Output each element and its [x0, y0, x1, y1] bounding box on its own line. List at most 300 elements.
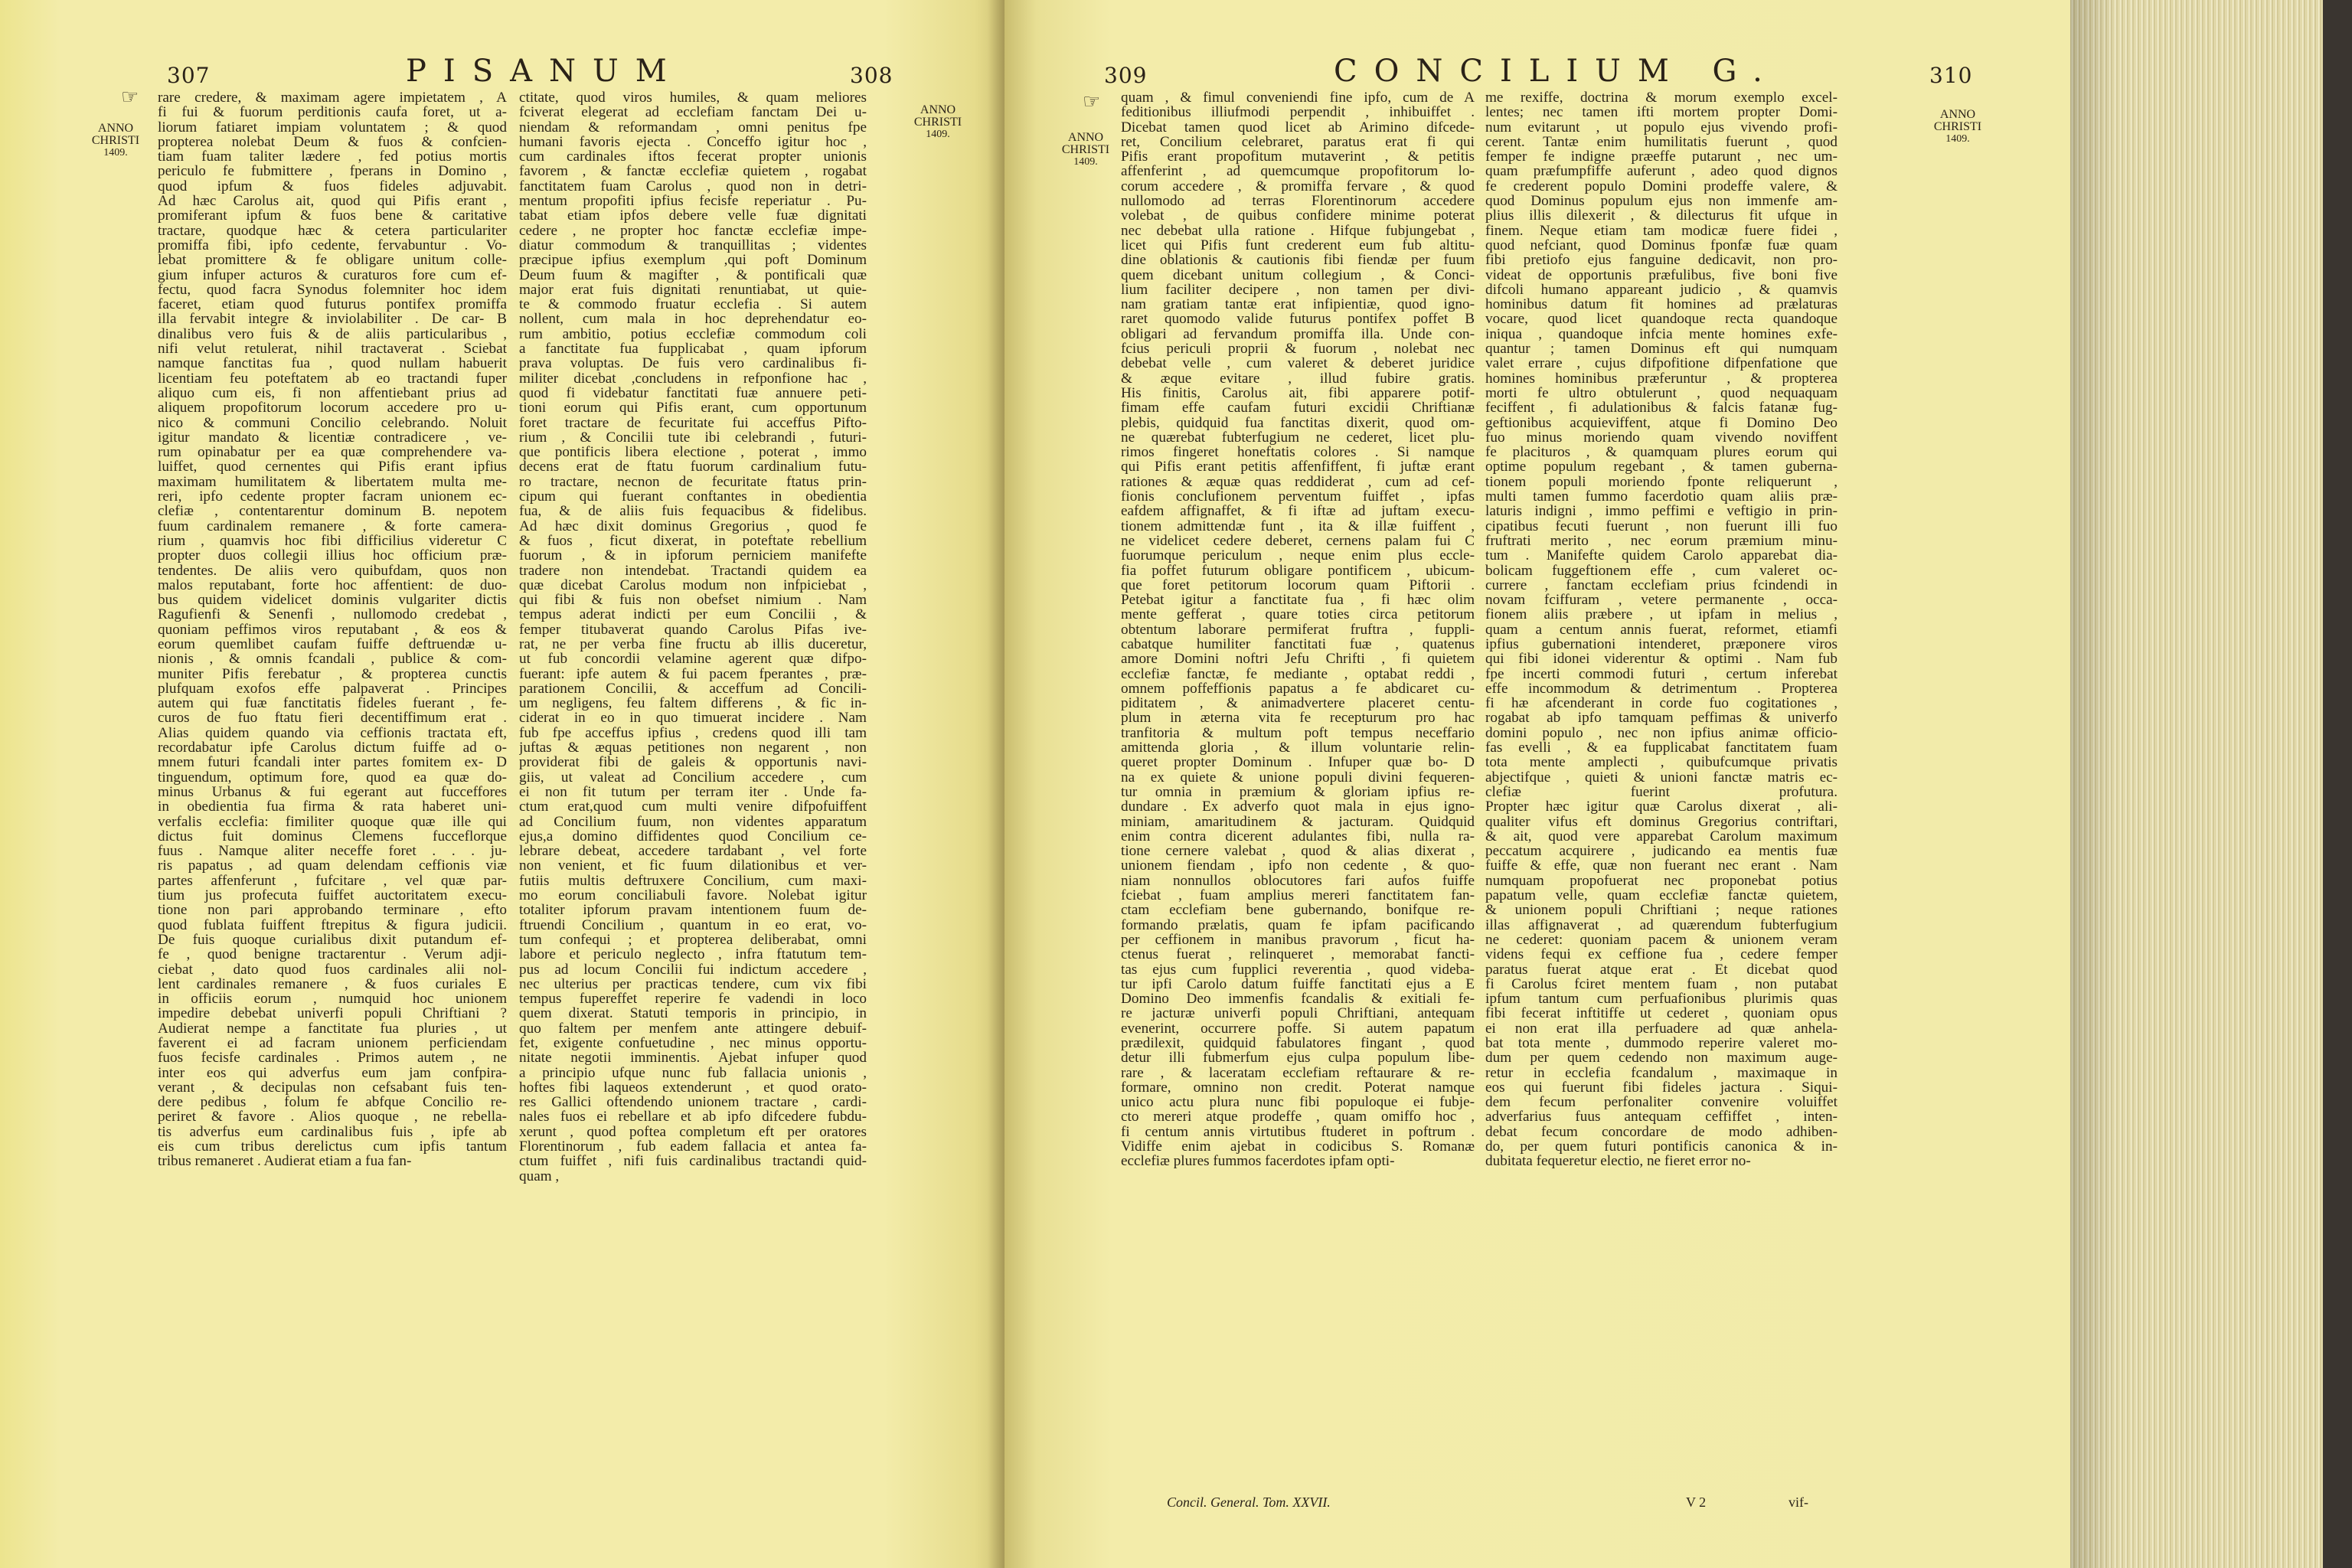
text-line: morti fe ultro obtulerunt , quod nequaquam [1485, 385, 1838, 401]
text-line: bolicam fuggeftionem effe , cum valeret oc- [1485, 563, 1838, 578]
text-line: evenerint, occurrere poffe. Si autem papatum [1121, 1021, 1475, 1036]
text-line: laturis indigni , immo peffimi e veftigio in prin- [1485, 504, 1838, 519]
text-line: fua, & de aliis fuis fequacibus & fidelibus. [519, 504, 867, 519]
text-line: nullomodo ad terras Florentinorum accedere [1121, 194, 1475, 209]
text-line: verfalis ecclefia: fimiliter quoque quæ ille qui [158, 814, 507, 829]
text-line: verant , & decipulas non cefsabant fuis ten- [158, 1080, 507, 1096]
text-line: quod ipfum & fuos fideles adjuvabit. [158, 178, 507, 194]
text-line: Domino Deo immenfis fcandalis & exitiali fe- [1121, 991, 1475, 1007]
text-line: & æque evitare , illud fubire gratis. [1121, 371, 1475, 386]
page-number: 308 [850, 63, 893, 88]
text-line: tionem populi moriendo fponte reliquerunt , [1485, 474, 1838, 490]
text-line: ut fub concordii velamine agerent quæ difpo- [519, 652, 867, 667]
text-line: fi Carolus fciret mentem fuam , non putabat [1485, 976, 1838, 992]
text-line: plius illis dilexerit , & dilecturus fit ufque in [1485, 208, 1838, 224]
text-line: plebis, quidquid fua fanctitas dixerit, quod om- [1121, 415, 1475, 430]
text-line: amittenda gloria , & illum voluntarie relin- [1121, 740, 1475, 756]
text-line: ad Concilium fuum, non videntes apparatum [519, 814, 867, 829]
text-line: nales fuos ei rebellare et ab ipfo difcedere fubdu- [519, 1109, 867, 1125]
text-line: te & commodo fruatur ecclefia . Si autem [519, 297, 867, 312]
text-line: in obedientia fua firma & rata haberet uni- [158, 799, 507, 815]
text-line: tinguendum, optimum fore, quod ea quæ do- [158, 769, 507, 785]
text-line: non venient, et fic fuum dilationibus et ver- [519, 858, 867, 874]
text-line: fionis conclufionem perventum fuiffet , ipfas [1121, 489, 1475, 505]
text-line: dundare . Ex adverfo quot mala in ejus igno- [1121, 799, 1475, 815]
page-edges [2070, 0, 2352, 1568]
text-line: quod fublata fuiffent ftrepitus & figura judicii. [158, 917, 507, 933]
text-line: dere pedibus , folum fe abfque Concilio re- [158, 1095, 507, 1110]
text-line: ris papatus , ad quam delendam ceffionis viæ [158, 858, 507, 874]
text-line: optime populum regebant , & tamen guberna- [1485, 459, 1838, 475]
text-line: minus Urbanus & fui egerant aut fucceffores [158, 784, 507, 800]
text-line: a principio ufque nunc fub fallacia unionis , [519, 1065, 867, 1080]
text-line: quem dicebant unitum collegium , & Conci- [1121, 267, 1475, 283]
text-line: favorem , & fanctæ ecclefiæ quietem , rogabat [519, 164, 867, 179]
text-line: licet qui Pifis funt crederent eum fub altitu- [1121, 237, 1475, 253]
edge-shadow [2070, 0, 2116, 1568]
text-line: ret, Concilium celebraret, paratus erat fi qui [1121, 134, 1475, 150]
text-line: volebat , de quibus confidere minime poterat [1121, 208, 1475, 224]
text-line: ipfum tantum cum perfuafionibus plurimis quas [1485, 991, 1838, 1007]
text-line: debebat velle , cum valeret & deberet juridice [1121, 356, 1475, 371]
text-line: promiferant ipfum & fuos bene & caritative [158, 208, 507, 224]
text-line: difcoli humano appareant judicio , & quamvis [1485, 282, 1838, 298]
text-line: fuerant: ipfe autem & fui pacem fperantes , præ- [519, 666, 867, 681]
text-line: tribus remaneret . Audierat etiam a fua fan- [158, 1154, 412, 1169]
text-line: Florentinorum , fub eadem fallacia et antea fa- [519, 1139, 867, 1155]
text-line: ipfius gubernationi intenderet, præponere viros [1485, 636, 1838, 652]
text-line: fionem aliis præbere , ut ipfam in melius , [1485, 607, 1838, 622]
margin-note-anno [83, 122, 149, 159]
margin-christi: CHRISTI [91, 134, 140, 147]
text-line: videat de opportunis præfulibus, five boni five [1485, 267, 1838, 283]
text-line: fi centum annis virtutibus ftuderet in poftrum . [1121, 1124, 1475, 1140]
text-line: vocare, quod licet quandoque recta quandoque [1485, 312, 1838, 327]
running-title: CONCILIUM G. [1334, 54, 1779, 89]
text-line: videns fequi ex ceffione fua , cedere femper [1485, 947, 1838, 962]
margin-anno: ANNO [1939, 108, 1976, 121]
text-line: na ex quiete & unione populi divini fequeren- [1121, 769, 1475, 785]
text-line: fuos fecisfe cardinales . Primos autem , ne [158, 1050, 507, 1066]
text-line: valet errare , cujus difpofitione difpenfatione que [1485, 356, 1838, 371]
text-line: numquam propofuerat nec proponebat potius [1485, 873, 1838, 889]
text-line: decens erat de ftatu fuorum cardinalium futu- [519, 459, 867, 475]
text-line: niam nonnullos oblocutores fari aufos fuiffe [1121, 873, 1475, 889]
text-line: rium , quamvis hoc fibi difficilius videretur C [158, 533, 507, 549]
background-strip [2323, 0, 2352, 1568]
text-line: omnem poffeffionis papatus a fe abdicaret cu- [1121, 681, 1475, 697]
text-line: ne quærebat fubterfugium ne cederet, licet plu- [1121, 430, 1475, 446]
text-line: liorum fatiaret impiam voluntatem ; & quod [158, 119, 507, 135]
text-line: formando prælatis, quam fe ipfam pacificando [1121, 917, 1475, 933]
text-line: currere , fanctam ecclefiam prius fcindendi in [1485, 577, 1838, 593]
margin-year: 1409. [926, 129, 950, 140]
text-line: bus quidem videlicet dominis vulgariter dictis [158, 593, 507, 608]
text-line: qui fibi & fuis non obefset nimium . Nam [519, 593, 867, 608]
pointing-hand-icon: ☞ [1083, 90, 1101, 113]
text-line: nitate negotii imminentis. Ajebat infuper quod [519, 1050, 867, 1066]
text-line: fpe incerti commodi futuri , certum inferebat [1485, 666, 1838, 681]
text-line: fuum cardinalem remanere , & forte camera- [158, 518, 507, 534]
text-line: lentes; nec tamen ifti mortem propter Domi- [1485, 105, 1838, 120]
text-line: mente gefferat , quare toties circa petitorum [1121, 607, 1475, 622]
text-line: ciderat in eo in quo timuerat incidere . Nam [519, 710, 867, 726]
margin-note-anno [903, 104, 972, 141]
text-line: homines hominibus præferuntur , & propterea [1485, 371, 1838, 386]
text-line: eorum quemlibet caufam fuiffe deftruendæ u- [158, 636, 507, 652]
text-line: pus ad locum Concilii fui indictum accedere , [519, 962, 867, 977]
text-line: tis adverfus eum cardinalibus fuis , ipfe ab [158, 1124, 507, 1140]
text-line: enim contra dicerent adulantes fibi, nulla ra- [1121, 828, 1475, 844]
text-line: ctam ecclefiam bene gubernando, bonifque re- [1121, 903, 1475, 918]
text-line: femper fe indigne præeffe putarunt , nec um- [1485, 149, 1838, 165]
text-line: tum confequi ; et propterea deliberabat, omni [519, 932, 867, 948]
text-line: debat fecum concordare de modo adhiben- [1485, 1124, 1838, 1140]
text-line: futiis multis deftruxere Concilium, cum maxi- [519, 873, 867, 889]
text-line: rimos fingeret honeftatis colores . Si namque [1121, 445, 1475, 460]
text-line: tota mente amplecti , quibufcumque privatis [1485, 755, 1838, 770]
text-line: cerent. Tantæ enim humilitatis fuerunt , quod [1485, 134, 1838, 150]
text-line: ftruendi Concilium , quantum in eo erat, vo- [519, 917, 867, 933]
text-line: Pifis erant propofitum mutaverint , & petitis [1121, 149, 1475, 165]
text-line: que pontificis libera electione , poterat , immo [519, 445, 867, 460]
text-line: ctenus fuerat , relinqueret , memorabat fancti- [1121, 947, 1475, 962]
text-line: His finitis, Carolus ait, fibi apparere potif- [1121, 385, 1475, 401]
text-line: autem qui fuæ fanctitatis fideles fuerant , fe- [158, 696, 507, 711]
text-line: tempus fupereffet reperire fe vadendi in loco [519, 991, 867, 1007]
text-line: humani favoris ejecta . Conceffo igitur hoc , [519, 134, 867, 150]
text-line: & ait, quod vere apparebat Carolum maximum [1485, 828, 1838, 844]
text-line: clefiæ fuerint profutura. [1485, 784, 1838, 800]
text-line: raret quomodo valide futurus pontifex poffet B [1121, 312, 1475, 327]
text-line: præcipue ipfius exemplum ,qui poft Dominum [519, 253, 867, 268]
text-line: quo faltem per menfem ante attingere debuif- [519, 1021, 867, 1036]
text-line: giis, ut valeat ad Concilium accedere , cum [519, 769, 867, 785]
right-page [1004, 0, 2070, 1568]
text-line: papatum velle, quam ecclefiæ fanctæ quietem, [1485, 888, 1838, 903]
text-line: gium infuper acturos & curaturos fore cum ef- [158, 267, 507, 283]
margin-christi: CHRISTI [1933, 120, 1982, 133]
text-line: aliquo cum eis, fi non affentiebant prius ad [158, 385, 507, 401]
text-line: Ad hæc Carolus ait, quod qui Pifis erant , [158, 194, 507, 209]
text-line: fuo minus moriendo quam vivendo noviffent [1485, 430, 1838, 446]
text-line: fet, exigente confuetudine , nec minus opportu- [519, 1036, 867, 1051]
text-line: nifi velut retulerat, nihil tractaverat . Sciebat [158, 341, 507, 357]
text-line: ei non fit tutum per terram iter . Unde fa- [519, 784, 867, 800]
margin-anno: ANNO [97, 122, 134, 135]
text-line: qui Pifis erant petitis affenfiffent, fi juftæ erant [1121, 459, 1475, 475]
text-line: quod fi videbatur fanctitati fuæ annuere peti- [519, 385, 867, 401]
text-line: impedire debebat univerfi populi Chriftiani ? [158, 1006, 507, 1021]
text-line: tioni eorum qui Pifis erant, cum opportunum [519, 400, 867, 416]
text-line: ei non erat illa perfuadere ad quæ anhela- [1485, 1021, 1838, 1036]
margin-year: 1409. [103, 147, 128, 158]
text-line: que foret petitorum locorum quam Piftorii . [1121, 577, 1475, 593]
text-line: malos reputabant, forte hoc affentient: de duo- [158, 577, 507, 593]
text-line: multi tamen fummo facerdotio quam aliis præ- [1485, 489, 1838, 505]
text-line: Petebat igitur a fanctitate fua , fi hæc olim [1121, 593, 1475, 608]
text-line: ejus,a domino diffidentes quod Concilium ce- [519, 828, 867, 844]
text-line: dum per quem cedendo non maximum auge- [1485, 1050, 1838, 1066]
text-line: fi fui & fuorum perditionis caufa foret, ut a- [158, 105, 507, 120]
text-line: num evitarunt , ut populo ejus vivendo profi- [1485, 119, 1838, 135]
text-line: miniam, amaritudinem & jacturam. Quidquid [1121, 814, 1475, 829]
text-line: ctum fuiffet , nifi fuis cardinalibus tractandi quid- [519, 1154, 867, 1169]
text-line: adverfarius fuus antequam ceffiffet , inten- [1485, 1109, 1838, 1125]
text-line: quod Dominus populum ejus non immenfe am- [1485, 194, 1838, 209]
text-line: ecclefiæ fanctæ, fe mediante , optabat reddi , [1121, 666, 1475, 681]
text-line: lebat promittere & fe obligare unitum colle- [158, 253, 507, 268]
text-line: tendentes. De aliis vero quibufdam, quos non [158, 563, 507, 578]
text-line: foret tractare de fecuritate fui acceffus Pifto- [519, 415, 867, 430]
text-line: obtentum laborare permiferat fruftra , fuppli- [1121, 622, 1475, 637]
text-line: quam , [519, 1168, 560, 1184]
text-line: geftionibus acquieviffent, atque fi Domino Deo [1485, 415, 1838, 430]
text-line: re jacturæ univerfi populi Chriftiani, antequam [1121, 1006, 1475, 1021]
text-line: detur illi fubmerfum ejus culpa populum libe- [1121, 1050, 1475, 1066]
text-line: tione cernere valebat , quod & alias dixerat , [1121, 844, 1475, 859]
text-line: qualiter vifus eft dominus Gregorius contriftari, [1485, 814, 1838, 829]
text-line: fibi pretiofo ejus fanguine dedicavit, non pro- [1485, 253, 1838, 268]
text-line: totaliter ipforum pravam intentionem fuum de- [519, 903, 867, 918]
text-line: militer dicebat ,concludens in refponfione hac , [519, 371, 867, 386]
text-line: plum in æterna vita fe recepturum pro hac [1121, 710, 1475, 726]
text-line: affenferint , ad quemcumque propofitorum lo- [1121, 164, 1475, 179]
text-line: fectu, quod facra Synodus folemniter hoc idem [158, 282, 507, 298]
text-line: obligari ad fervandum promiffa illa. Unde con- [1121, 326, 1475, 342]
text-line: feciffent , fi adulationibus & falcis fatanæ fug- [1485, 400, 1838, 416]
text-line: providerat fibi de galeis & opportunis navi- [519, 755, 867, 770]
text-line: um negligens, feu faltem differens , & fic in- [519, 696, 867, 711]
page-number: 310 [1929, 63, 1973, 88]
text-line: illas affignaverat , ad quærendum fubterfugium [1485, 917, 1838, 933]
text-line: rogabat ab ipfo tamquam peffimas & univerfo [1485, 710, 1838, 726]
catchword: vif- [1788, 1494, 1808, 1510]
margin-year: 1409. [1073, 156, 1098, 168]
text-line: femper titubaverat quando Carolus Pifas ive- [519, 622, 867, 637]
text-line: fi hæ afcenderant in corde fuo cogitationes , [1485, 696, 1838, 711]
text-line: quam a centum annis fuerat, reformet, etiamfi [1485, 622, 1838, 637]
text-line: Propter hæc igitur quæ Carolus dixerat , ali- [1485, 799, 1838, 815]
text-line: novam fciffuram , vetere permanente , occa- [1485, 593, 1838, 608]
page-number: 309 [1104, 63, 1148, 88]
text-line: inter eos qui adverfus eum jam confpira- [158, 1065, 507, 1080]
text-line: lebrare debeat, accedere tardabant , vel forte [519, 844, 867, 859]
page-number: 307 [167, 63, 211, 88]
text-line: Audierat nempe a fanctitate fua pluries , ut [158, 1021, 507, 1036]
text-line: corum accedere , & promiffa fervare , & quod [1121, 178, 1475, 194]
text-line: nam gratiam tantæ erat infipientiæ, quod igno- [1121, 297, 1475, 312]
text-line: fe placituros , & quamquam plures eorum qui [1485, 445, 1838, 460]
text-line: retur in ecclefia fcandalum , maximaque in [1485, 1065, 1838, 1080]
text-line: queret propter Dominum . Infuper quæ bo- D [1121, 755, 1475, 770]
text-line: fuus . Namque aliter neceffe foret . . . ju- [158, 844, 507, 859]
text-line: Ad hæc dixit dominus Gregorius , quod fe [519, 518, 867, 534]
running-title: PISANUM [406, 54, 684, 89]
text-line: unionem fiendam , ipfo non cedente , & quo- [1121, 858, 1475, 874]
text-line: eis cum tribus derelictus cum ipfis tantum [158, 1139, 507, 1155]
text-line: ctum erat,quod cum multi venire difpofuiffent [519, 799, 867, 815]
text-line: curos de fuo ftatu fieri decentiffimum erat . [158, 710, 507, 726]
text-line: domini populo , nec non ipfius animæ officio- [1485, 725, 1838, 741]
text-line: fe , quod benigne tractarentur . Verum adji- [158, 947, 507, 962]
text-line: fibi fecerat inftitiffe ut cederet , quoniam opus [1485, 1006, 1838, 1021]
text-line: tradere non intendebat. Tractandi quidem ea [519, 563, 867, 578]
text-column-1 [1121, 90, 1475, 1169]
text-line: rium , & Concilii tute ibi celebrandi , futuri- [519, 430, 867, 446]
text-line: quoniam peffimos viros reputabant , & eos & [158, 622, 507, 637]
text-line: nollent, cum mala in hoc deprehendatur eo- [519, 312, 867, 327]
text-line: fimam effe caufam futuri excidii Chriftianæ [1121, 400, 1475, 416]
text-line: dem fecum perfonaliter convenire voluiffet [1485, 1095, 1838, 1110]
text-line: unico actu plura nunc fibi populoque ei fubje- [1121, 1095, 1475, 1110]
text-line: propter duos collegii illius hoc officium præ- [158, 548, 507, 564]
text-line: Ragufienfi & Senenfi , nullomodo credebat , [158, 607, 507, 622]
text-line: diatur commodum & tranquillitas ; videntes [519, 237, 867, 253]
pointing-hand-icon: ☞ [121, 86, 139, 109]
signature-mark: V 2 [1686, 1494, 1707, 1510]
text-line: mnem futuri fcandali inter partes fomitem ex- D [158, 755, 507, 770]
text-line: quem dixerat. Statuti temporis in principio, in [519, 1006, 867, 1021]
text-column-2 [519, 90, 867, 1184]
text-line: mo eorum conciliabuli favore. Nolebat igitur [519, 888, 867, 903]
text-line: Vidiffe enim ajebat in codicibus S. Romanæ [1121, 1139, 1475, 1155]
text-line: illa fervabit integre & inviolabiliter . De car- B [158, 312, 507, 327]
text-line: dine oblationis & cautionis fibi fiendæ per fuum [1121, 253, 1475, 268]
text-line: tranfitoria & multum poft tempus neceffario [1121, 725, 1475, 741]
text-line: nionis , & omnis fcandali , publice & com- [158, 652, 507, 667]
left-page [0, 0, 1004, 1568]
text-line: fanctitatem fuam Carolus , quod non in detri- [519, 178, 867, 194]
text-line: periret & favore . Alios quoque , ne rebella- [158, 1109, 507, 1125]
text-line: rat, ne per verba fine fructu ab illis duceretur, [519, 636, 867, 652]
text-line: & unionem populi Chriftiani ; neque rationes [1485, 903, 1838, 918]
text-line: fuorumque periculum , neque enim plus eccle- [1121, 548, 1475, 564]
text-line: fe crederent populo Domini prodeffe valere, & [1485, 178, 1838, 194]
text-line: fuiffe & effe, quæ non fuerant nec erant . Nam [1485, 858, 1838, 874]
text-line: eafdem affignaffet, & fi iftæ ad juftam execu- [1121, 504, 1475, 519]
text-line: plufquam exofos effe palpaverat . Principes [158, 681, 507, 697]
text-line: prædilexit, quidquid fabulatores fingant , quod [1121, 1036, 1475, 1051]
margin-christi: CHRISTI [913, 116, 962, 129]
text-line: lium faciliter decipere , non tamen per divi- [1121, 282, 1475, 298]
text-line: prava voluptas. De fuis vero cardinalibus fi- [519, 356, 867, 371]
text-line: tum . Manifefte quidem Carolo apparebat dia- [1485, 548, 1838, 564]
text-line: aliquem propofitorum locorum accedere pro u- [158, 400, 507, 416]
text-line: tium jus profecuta fuiffet auctoritatem execu- [158, 888, 507, 903]
text-line: qui fibi idonei viderentur & optimi . Nam fub [1485, 652, 1838, 667]
text-line: hominibus datum fit homines ad prælaturas [1485, 297, 1838, 312]
text-line: fciebat , fuam amplius mereri fanctitatem fan- [1121, 888, 1475, 903]
text-line: propterea nolebat Deum & fuos & confcien- [158, 134, 507, 150]
text-line: do, per quem futuri pontificis canonica & in- [1485, 1139, 1838, 1155]
text-line: feditionibus illiufmodi perpendit , inhibuiffet . [1121, 105, 1475, 120]
text-line: tur ipfi Carolo datum fuiffe fanctitati ejus a E [1121, 976, 1475, 992]
text-line: reri, ipfo cedente propter facram unionem ec- [158, 489, 507, 505]
text-line: ctitate, quod viros humiles, & quam meliores [519, 90, 867, 106]
text-line: periculo fe fubmittere , fperans in Domino , [158, 164, 507, 179]
text-line: & fuos , ficut dixerat, in poteftate rebellium [519, 533, 867, 549]
text-line: per ceffionem in manibus pravorum , ficut ha- [1121, 932, 1475, 948]
text-line: tione non pari approbando terminare , efto [158, 903, 507, 918]
text-line: niendam & reformandam , omni penitus fpe [519, 119, 867, 135]
text-line: rationes & æquæ quas reddiderat , cum ad cef- [1121, 474, 1475, 490]
text-line: formare, omnino non credit. Poterat namque [1121, 1080, 1475, 1096]
text-line: tas ejus cum fupplici reverentia , quod videba- [1121, 962, 1475, 977]
margin-anno: ANNO [920, 103, 956, 116]
margin-year: 1409. [1945, 133, 1970, 145]
margin-christi: CHRISTI [1061, 143, 1110, 156]
text-line: fas evelli , & ea fupplicabat fanctitatem fuam [1485, 740, 1838, 756]
text-line: clefiæ , contentarentur dominum B. nepotem [158, 504, 507, 519]
text-line: cum cardinales iftos fecerat propter unionis [519, 149, 867, 165]
text-line: fia poffet futurum obligare pontificem , ubicum- [1121, 563, 1475, 578]
text-line: rare , & laceratam ecclefiam reftaurare & re- [1121, 1065, 1475, 1080]
text-line: fciverat elegerat ad ecclefiam fanctam Dei u- [519, 105, 867, 120]
text-line: fuorum , & in ipforum perniciem manifefte [519, 548, 867, 564]
text-line: xerunt , quod poftea completum eft per oratores [519, 1124, 867, 1140]
margin-note-anno [1923, 109, 1992, 145]
text-line: partes affenferunt , fufcitare , vel quæ par- [158, 873, 507, 889]
text-line: maximam humilitatem & libertatem multa me- [158, 474, 507, 490]
text-line: igitur mandato & licentiæ contradicere , ve- [158, 430, 507, 446]
text-line: rare credere, & maximam agere impietatem , A [158, 90, 507, 106]
text-line: effe incommodum & detrimentum . Propterea [1485, 681, 1838, 697]
text-line: tiam fuam taliter lædere , fed potius mortis [158, 149, 507, 165]
text-line: quæ dicebat Carolus modum non infpiciebat , [519, 577, 867, 593]
text-line: ciebat , dato quod fuos cardinales alii nol- [158, 962, 507, 977]
text-line: bat tota mente , dummodo reperire valeret mo- [1485, 1036, 1838, 1051]
text-line: tabat etiam ipfos debere velle fuæ dignitati [519, 208, 867, 224]
text-line: dubitata fequeretur electio, ne fieret error no- [1485, 1154, 1751, 1169]
text-line: tur omnia in præmium & gloriam ipfius re- [1121, 784, 1475, 800]
text-line: promiffa fibi, ipfo cedente, fervabuntur . Vo- [158, 237, 507, 253]
text-line: nec debebat ulla ratione . Hifque fubjungebat , [1121, 223, 1475, 238]
margin-anno: ANNO [1067, 131, 1104, 144]
text-line: quantur ; tamen Dominus eft qui numquam [1485, 341, 1838, 357]
text-line: parationem Concilii, & acceffum ad Concili- [519, 681, 867, 697]
text-line: peccatum acquirere , judicando ea mentis fuæ [1485, 844, 1838, 859]
text-line: ne cederet: quoniam pacem & unionem veram [1485, 932, 1838, 948]
text-line: licentiam feu poteftatem ab eo tractandi fuper [158, 371, 507, 386]
text-line: nec ulterius per practicas tendere, cum vix fibi [519, 976, 867, 992]
text-line: fruftrati merito , nec eorum præmium minu- [1485, 533, 1838, 549]
text-line: tempus aderat indicti per eum Concilii , & [519, 607, 867, 622]
text-line: ne videlicet cedere deberet, cernens palam fui C [1121, 533, 1475, 549]
text-line: muniter Pifis ferebatur , & propterea cunctis [158, 666, 507, 681]
footer-reference: Concil. General. Tom. XXVII. [1167, 1494, 1331, 1510]
text-line: luiffet, quod cernentes qui Pifis erant ipfius [158, 459, 507, 475]
text-line: faceret, etiam quod futurus pontifex promiffa [158, 297, 507, 312]
text-line: dinalibus vero fuis & de aliis particularibus , [158, 326, 507, 342]
text-line: quod nefciant, quod Dominus fponfæ fuæ quam [1485, 237, 1838, 253]
text-line: Alias quidem quando via ceffionis tractata eft, [158, 725, 507, 741]
text-line: juftas & æquas petitiones non negarent , non [519, 740, 867, 756]
text-line: res Gallici oftendendo unionem tractare , cardi- [519, 1095, 867, 1110]
text-line: cipum qui fuerant conftantes in obedientia [519, 489, 867, 505]
text-line: recordabatur ipfe Carolus dictum fuiffe ad o- [158, 740, 507, 756]
text-line: paratus fuerat atque erat . Et dicebat quod [1485, 962, 1838, 977]
text-line: rum ambitio, potius ecclefiæ commodum coli [519, 326, 867, 342]
text-line: quam , & fimul conveniendi fine ipfo, cum de A [1121, 90, 1475, 106]
text-line: hoftes fibi laqueos extenderunt , et quod orato- [519, 1080, 867, 1096]
text-line: cto mereri atque prodeffe , quam omiffo hoc , [1121, 1109, 1475, 1125]
text-line: finem. Neque etiam tam modicæ fuere fidei , [1485, 223, 1838, 238]
text-line: ecclefiæ plures fummos facerdotes ipfam opti- [1121, 1154, 1395, 1169]
text-line: Dicebat tamen quod licet ab Arimino difcede- [1121, 119, 1475, 135]
text-line: cedere , ne propter hoc fanctæ ecclefiæ impe- [519, 223, 867, 238]
text-line: rum opinabatur per ea quæ comprehendere va- [158, 445, 507, 460]
